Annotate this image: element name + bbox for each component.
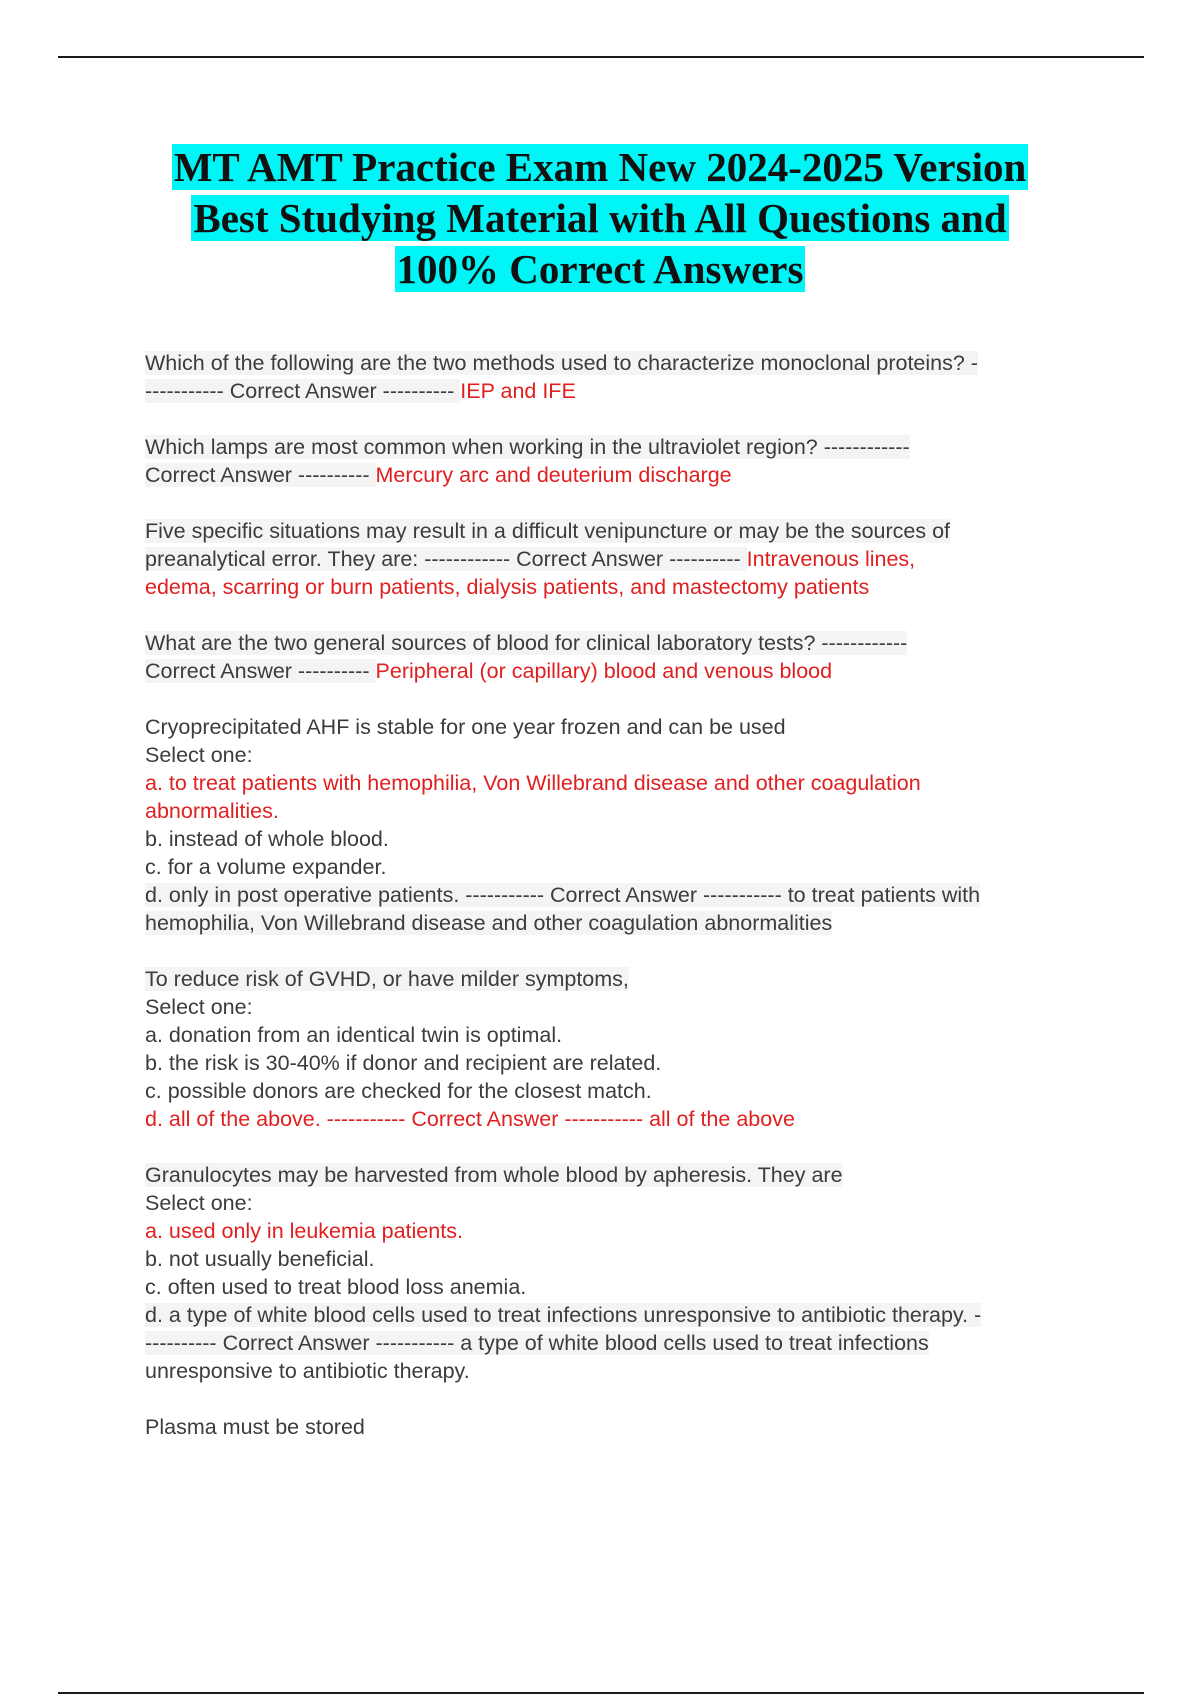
question-text: Granulocytes may be harvested from whole blood by apheresis. They are	[145, 1163, 843, 1187]
option-c: c. possible donors are checked for the closest match.	[145, 1079, 652, 1103]
option-a-correct: a. to treat patients with hemophilia, Von Willebrand disease and other coagulation	[145, 771, 921, 795]
question-text: Plasma must be stored	[145, 1415, 365, 1439]
answer-text: IEP and IFE	[460, 379, 576, 403]
question-item	[145, 1413, 1090, 1441]
option-d-with-answer: d. only in post operative patients. ----------- Correct Answer ----------- to treat patients with	[145, 883, 981, 907]
option-d-with-answer: d. a type of white blood cells used to treat infections unresponsive to antibiotic therapy. -	[145, 1303, 982, 1327]
question-item	[145, 965, 1090, 1133]
select-one-label: Select one:	[145, 1191, 253, 1215]
answer-text: Mercury arc and deuterium discharge	[375, 463, 732, 487]
question-text: To reduce risk of GVHD, or have milder symptoms,	[145, 967, 629, 991]
question-item	[145, 713, 1090, 937]
option-b: b. the risk is 30-40% if donor and recipient are related.	[145, 1051, 662, 1075]
option-d-correct: d. all of the above. ----------- Correct Answer ----------- all of the above	[145, 1107, 795, 1131]
option-a-correct-cont: abnormalities.	[145, 799, 279, 823]
answer-continuation: ---------- Correct Answer ----------- a type of white blood cells used to treat infections	[145, 1331, 929, 1355]
answer-text: Intravenous lines,	[746, 547, 916, 571]
question-item	[145, 517, 1090, 601]
document-title	[60, 142, 1140, 295]
question-item	[145, 629, 1090, 685]
answer-continuation: unresponsive to antibiotic therapy.	[145, 1359, 470, 1383]
question-item	[145, 1161, 1090, 1385]
option-a: a. donation from an identical twin is optimal.	[145, 1023, 563, 1047]
option-a-correct: a. used only in leukemia patients.	[145, 1219, 463, 1243]
title-line-3: 100% Correct Answers	[396, 246, 804, 292]
title-line-2: Best Studying Material with All Questions and	[193, 195, 1007, 241]
answer-continuation: hemophilia, Von Willebrand disease and other coagulation abnormalities	[145, 911, 833, 935]
question-item	[145, 349, 1090, 405]
question-text: Which of the following are the two methods used to characterize monoclonal proteins? -	[145, 351, 978, 375]
select-one-label: Select one:	[145, 995, 253, 1019]
option-c: c. for a volume expander.	[145, 855, 387, 879]
answer-label: Correct Answer ----------	[145, 659, 376, 683]
question-list	[145, 349, 1090, 1469]
question-text: Five specific situations may result in a difficult venipuncture or may be the sources of	[145, 519, 951, 543]
question-text: What are the two general sources of blood for clinical laboratory tests? ------------	[145, 631, 908, 655]
select-one-label: Select one:	[145, 743, 253, 767]
question-item	[145, 433, 1090, 489]
answer-label: Correct Answer ----------	[145, 463, 376, 487]
option-b: b. not usually beneficial.	[145, 1247, 375, 1271]
title-line-1: MT AMT Practice Exam New 2024-2025 Version	[173, 144, 1027, 190]
option-b: b. instead of whole blood.	[145, 827, 389, 851]
answer-text: edema, scarring or burn patients, dialysis patients, and mastectomy patients	[145, 575, 870, 599]
option-c: c. often used to treat blood loss anemia.	[145, 1275, 527, 1299]
question-text: preanalytical error. They are: ------------ Correct Answer ----------	[145, 547, 747, 571]
question-text: Which lamps are most common when working in the ultraviolet region? ------------	[145, 435, 910, 459]
bottom-rule	[58, 1692, 1144, 1694]
question-text: Cryoprecipitated AHF is stable for one year frozen and can be used	[145, 715, 786, 739]
top-rule	[58, 56, 1144, 58]
answer-label: ----------- Correct Answer ----------	[145, 379, 461, 403]
answer-text: Peripheral (or capillary) blood and venous blood	[375, 659, 833, 683]
